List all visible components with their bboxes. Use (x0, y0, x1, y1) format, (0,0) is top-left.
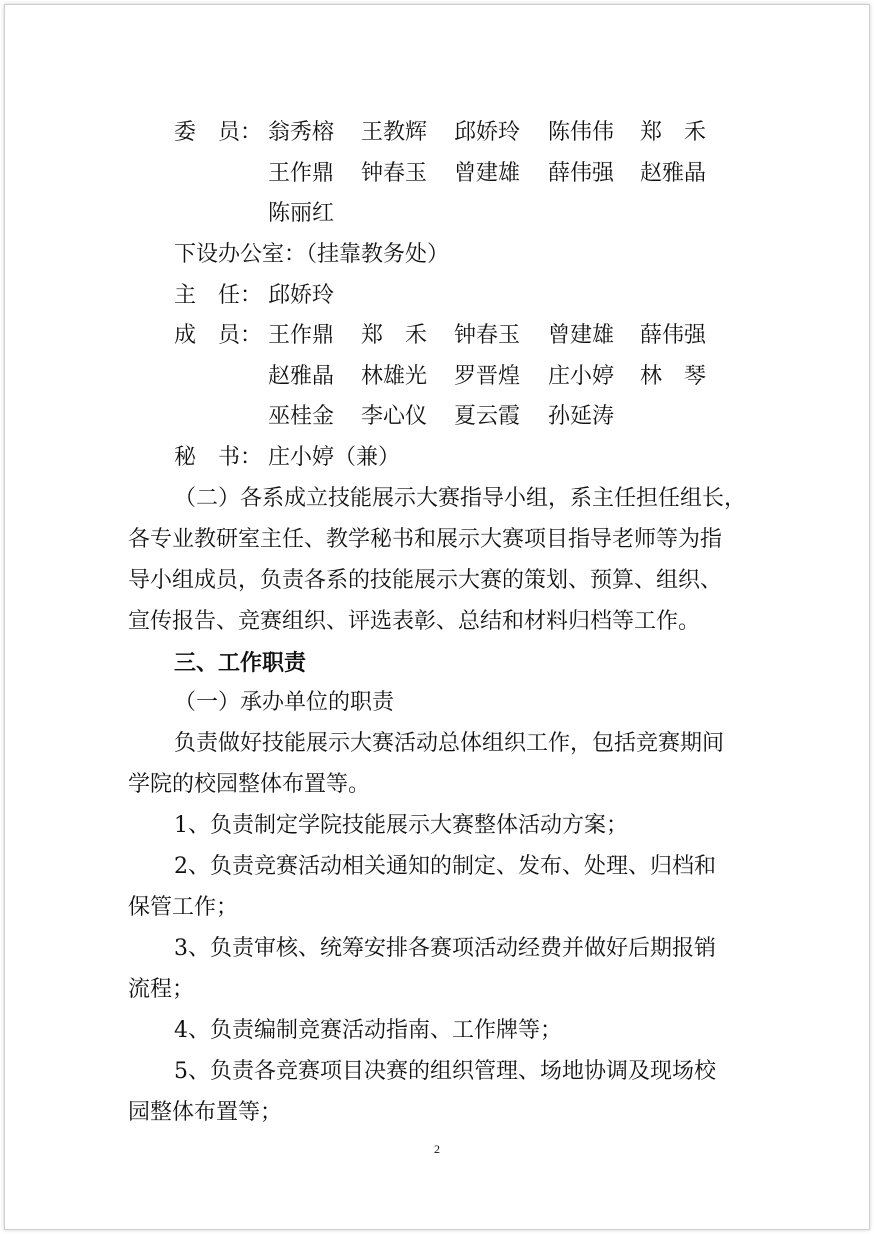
list-item: 2、负责竞赛活动相关通知的制定、发布、处理、归档和 (174, 854, 716, 879)
member-name: 曾建雄 (548, 323, 615, 348)
office-line: 下设办公室：（挂靠教务处） (174, 242, 450, 267)
member-name: 罗晋煌 (454, 364, 521, 389)
list-item-continuation: 流程； (128, 977, 195, 1002)
page-number: 2 (434, 1142, 440, 1156)
paragraph-line: 宣传报告、竞赛组织、评选表彰、总结和材料归档等工作。 (128, 609, 701, 634)
member-name: 翁秀榕 (268, 120, 335, 145)
member-name: 赵雅晶 (640, 161, 707, 186)
member-name: 郑 禾 (361, 323, 428, 348)
list-item-continuation: 园整体布置等； (128, 1100, 283, 1125)
member-name: 曾建雄 (454, 161, 521, 186)
member-name: 邱娇玲 (454, 120, 521, 145)
list-item: 1、负责制定学院技能展示大赛整体活动方案； (174, 813, 628, 838)
paragraph-line: 各专业教研室主任、教学秘书和展示大赛项目指导老师等为指 (128, 527, 723, 552)
role-label-mishu: 秘 书： (174, 445, 263, 470)
paragraph-line: （二）各系成立技能展示大赛指导小组，系主任担任组长， (174, 486, 747, 511)
list-item: 3、负责审核、统筹安排各赛项活动经费并做好后期报销 (174, 936, 716, 961)
member-name: 庄小婷（兼） (268, 445, 401, 470)
member-name: 孙延涛 (548, 404, 615, 429)
member-name: 钟春玉 (361, 161, 428, 186)
member-name: 邱娇玲 (268, 283, 335, 308)
member-name: 王作鼎 (268, 323, 335, 348)
role-label-weiyuan: 委 员： (174, 120, 263, 145)
list-item: 5、负责各竞赛项目决赛的组织管理、场地协调及现场校 (174, 1059, 716, 1084)
member-name: 薛伟强 (640, 323, 707, 348)
paragraph-line: 负责做好技能展示大赛活动总体组织工作，包括竞赛期间 (174, 731, 725, 756)
member-name: 陈丽红 (268, 201, 335, 226)
paragraph-line: 学院的校园整体布置等。 (128, 772, 371, 797)
member-name: 巫桂金 (268, 404, 335, 429)
member-name: 林雄光 (361, 364, 428, 389)
member-name: 陈伟伟 (548, 120, 615, 145)
member-name: 夏云霞 (454, 404, 521, 429)
member-name: 钟春玉 (454, 323, 521, 348)
role-label-zhuren: 主 任： (174, 283, 263, 308)
list-item-continuation: 保管工作； (128, 895, 239, 920)
member-name: 李心仪 (361, 404, 428, 429)
member-name: 庄小婷 (548, 364, 615, 389)
member-name: 赵雅晶 (268, 364, 335, 389)
member-name: 林 琴 (640, 364, 707, 389)
member-name: 王教辉 (361, 120, 428, 145)
list-item: 4、负责编制竞赛活动指南、工作牌等； (174, 1018, 562, 1043)
role-label-chengyuan: 成 员： (174, 323, 263, 348)
subsection-heading: （一）承办单位的职责 (174, 690, 395, 715)
section-heading: 三、工作职责 (174, 650, 307, 676)
member-name: 郑 禾 (640, 120, 707, 145)
member-name: 王作鼎 (268, 161, 335, 186)
member-name: 薛伟强 (548, 161, 615, 186)
paragraph-line: 导小组成员，负责各系的技能展示大赛的策划、预算、组织、 (128, 568, 723, 593)
